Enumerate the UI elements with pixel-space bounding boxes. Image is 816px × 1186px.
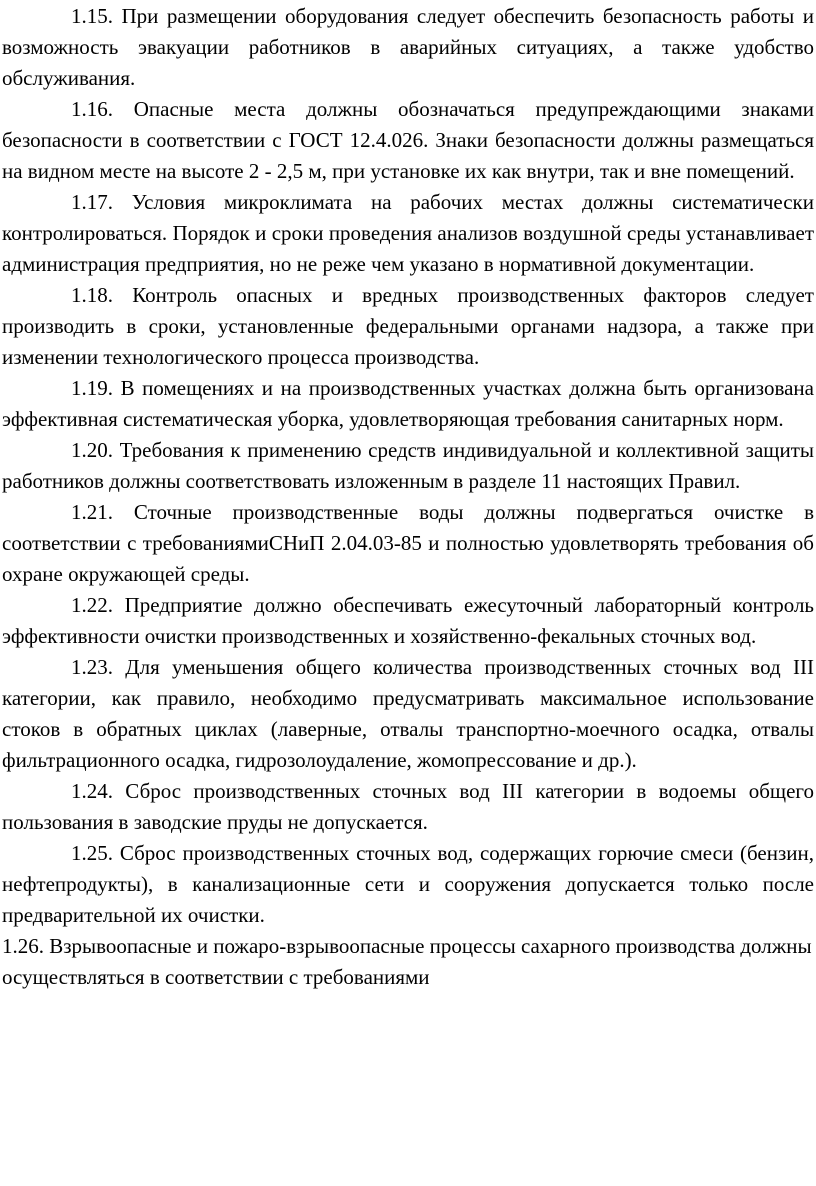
paragraph-1-16: 1.16. Опасные места должны обозначаться предупреждающими знаками безопасности в соответствии с ГОСТ 12.4.026. Знаки безопасности должны размещаться на видном месте на высоте 2 - 2,5 м, при установке их как внутри, так и вне помещений.: [2, 97, 814, 183]
paragraph-1-19: 1.19. В помещениях и на производственных участках должна быть организована эффективная систематическая уборка, удовлетворяющая требования санитарных норм.: [2, 376, 814, 431]
paragraph-1-26: 1.26. Взрывоопасные и пожаро-взрывоопасные процессы сахарного производства должны осуществляться в соответствии с требованиями: [2, 934, 812, 989]
paragraph-1-17: 1.17. Условия микроклимата на рабочих местах должны систематически контролироваться. Порядок и сроки проведения анализов воздушной среды устанавливает администрация предприятия, но не реже чем указано в нормативной документации.: [2, 190, 814, 276]
paragraph-1-23: 1.23. Для уменьшения общего количества производственных сточных вод III категории, как правило, необходимо предусматривать максимальное использование стоков в обратных циклах (лаверные, отвалы транспортно-моечного осадка, отвалы фильтрационного осадка, гидрозолоудаление, жомопрессование и др.).: [2, 655, 814, 772]
paragraph-1-25: 1.25. Сброс производственных сточных вод, содержащих горючие смеси (бензин, нефтепродукты), в канализационные сети и сооружения допускается только после предварительной их очистки.: [2, 841, 814, 927]
paragraph-1-15: 1.15. При размещении оборудования следует обеспечить безопасность работы и возможность эвакуации работников в аварийных ситуациях, а также удобство обслуживания.: [2, 4, 814, 90]
paragraph-1-18: 1.18. Контроль опасных и вредных производственных факторов следует производить в сроки, установленные федеральными органами надзора, а также при изменении технологического процесса производства.: [2, 283, 814, 369]
paragraph-1-20: 1.20. Требования к применению средств индивидуальной и коллективной защиты работников должны соответствовать изложенным в разделе 11 настоящих Правил.: [2, 438, 814, 493]
paragraph-1-21: 1.21. Сточные производственные воды должны подвергаться очистке в соответствии с требованиямиСНиП 2.04.03-85 и полностью удовлетворять требования об охране окружающей среды.: [2, 500, 814, 586]
paragraph-1-22: 1.22. Предприятие должно обеспечивать ежесуточный лабораторный контроль эффективности очистки производственных и хозяйственно-фекальных сточных вод.: [2, 593, 814, 648]
paragraph-1-24: 1.24. Сброс производственных сточных вод III категории в водоемы общего пользования в заводские пруды не допускается.: [2, 779, 814, 834]
